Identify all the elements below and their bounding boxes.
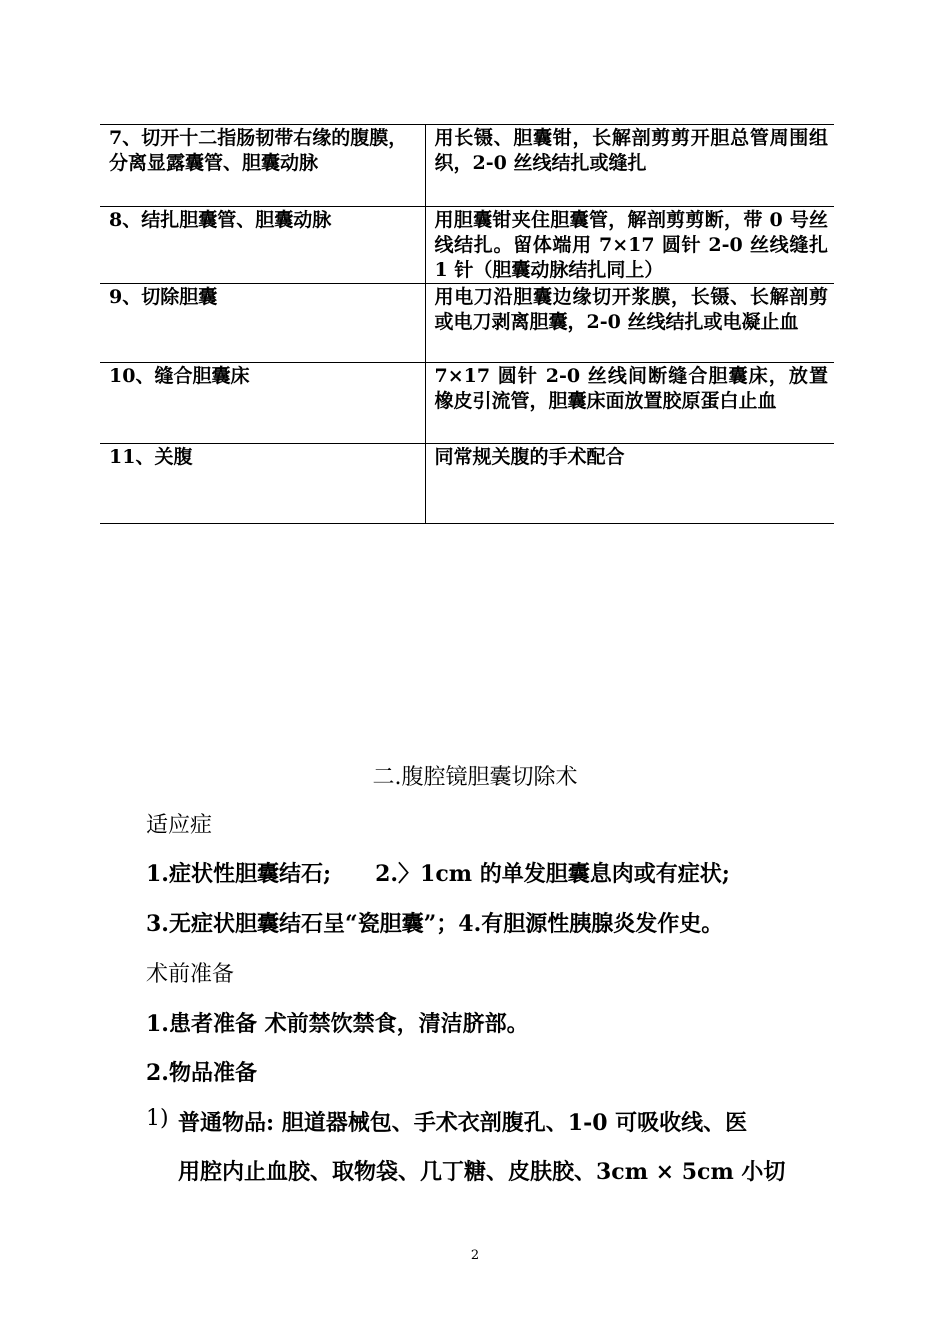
step-cell: 8、结扎胆囊管、胆囊动脉 <box>100 207 425 284</box>
indication-item-2: 2.〉1cm 的单发胆囊息肉或有症状; <box>375 861 730 887</box>
indications-line-1 <box>146 857 846 888</box>
list-item-number: 1) <box>146 1106 169 1131</box>
indications-heading: 适应症 <box>146 813 213 838</box>
action-cell: 用胆囊钳夹住胆囊管，解剖剪剪断，带 0 号丝线结扎。留体端用 7×17 圆针 2-0 丝线缝扎 1 针（胆囊动脉结扎同上） <box>425 207 834 284</box>
list-item-line-1: 普通物品: 胆道器械包、手术衣剖腹孔、1-0 可吸收线、医 <box>178 1110 748 1136</box>
table-row <box>100 125 834 207</box>
action-cell: 7×17 圆针 2-0 丝线间断缝合胆囊床，放置橡皮引流管，胆囊床面放置胶原蛋白止血 <box>425 363 834 444</box>
indications-line-2: 3.无症状胆囊结石呈“瓷胆囊”；4.有胆源性胰腺炎发作史。 <box>146 911 724 937</box>
table-row <box>100 363 834 444</box>
action-cell: 同常规关腹的手术配合 <box>425 444 834 524</box>
list-item-line-2: 用腔内止血胶、取物袋、几丁糖、皮肤胶、3cm × 5cm 小切 <box>178 1159 786 1185</box>
prep-patient: 1.患者准备 术前禁饮禁食，清洁脐部。 <box>146 1011 529 1037</box>
prep-items-heading: 2.物品准备 <box>146 1060 257 1086</box>
table-row <box>100 207 834 284</box>
table-row <box>100 444 834 524</box>
prep-heading: 术前准备 <box>146 962 235 987</box>
step-cell: 9、切除胆囊 <box>100 284 425 363</box>
table-row <box>100 284 834 363</box>
step-cell: 10、缝合胆囊床 <box>100 363 425 444</box>
step-cell: 7、切开十二指肠韧带右缘的腹膜，分离显露囊管、胆囊动脉 <box>100 125 425 207</box>
section-title: 二.腹腔镜胆囊切除术 <box>372 765 578 790</box>
step-cell: 11、关腹 <box>100 444 425 524</box>
indication-item-1: 1.症状性胆囊结石; <box>146 861 332 887</box>
surgery-steps-table <box>100 124 834 524</box>
action-cell: 用电刀沿胆囊边缘切开浆膜，长镊、长解剖剪或电刀剥离胆囊，2-0 丝线结扎或电凝止血 <box>425 284 834 363</box>
action-cell: 用长镊、胆囊钳，长解剖剪剪开胆总管周围组织，2-0 丝线结扎或缝扎 <box>425 125 834 207</box>
page-number: 2 <box>470 1248 480 1263</box>
